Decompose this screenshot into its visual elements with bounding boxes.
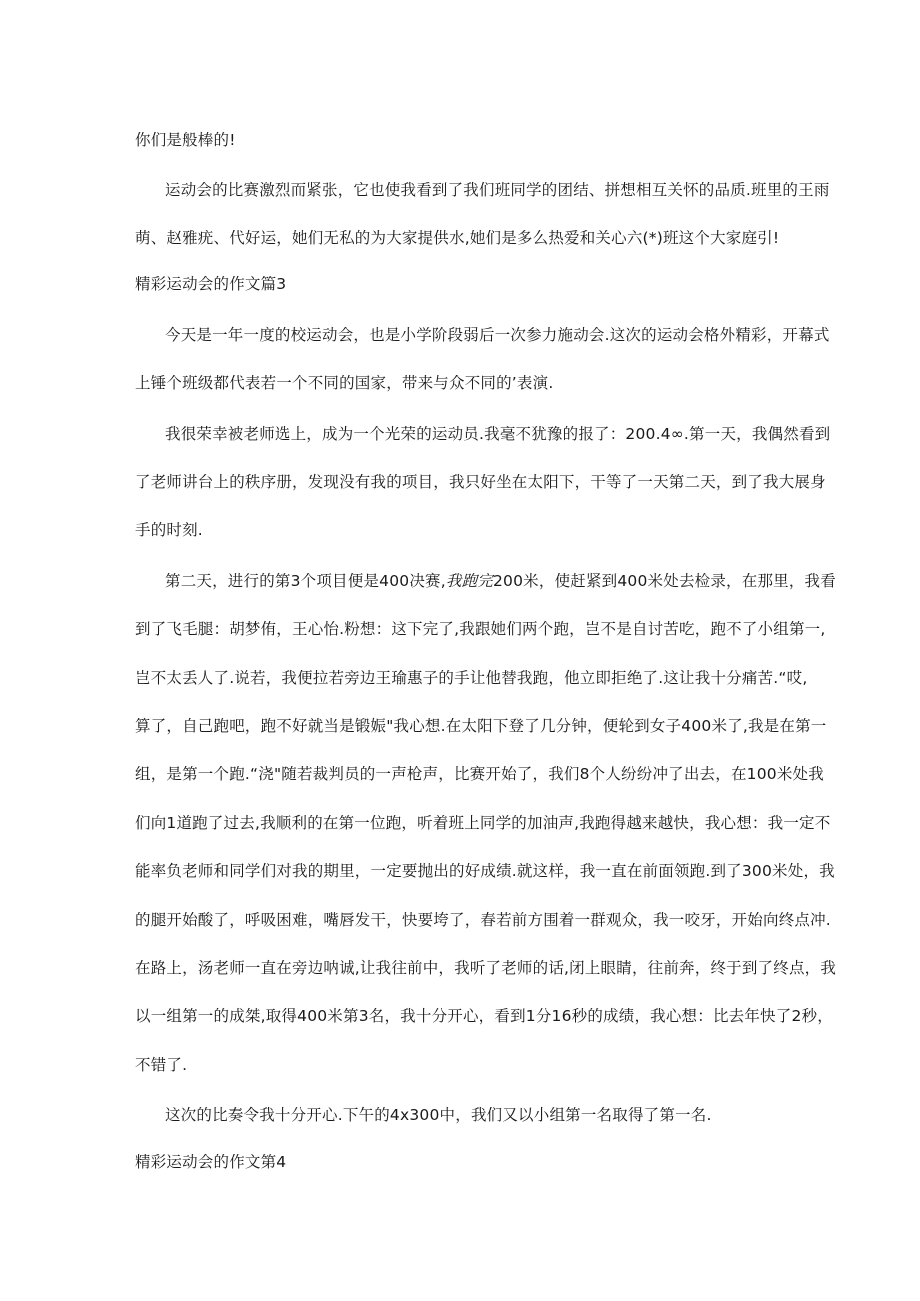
text-line: 手的时刻.: [135, 521, 203, 539]
text-line: 能率负老师和同学们对我的期里，一定要抛出的好成绩.就这样，我一直在前面领跑.到了300米处，我: [135, 862, 835, 880]
text-line: 算了，自己跑吧，跑不好就当是锻娠"我心想.在太阳下登了几分钟，便轮到女子400米了,我是在第一: [135, 717, 827, 735]
text-line: 组，是第一个跑.“浇"随若裁判员的一声枪声，比赛开始了，我们8个人纷纷冲了出去，在100米处我: [135, 765, 824, 783]
text-line: 萌、赵雅疣、代好运，她们无私的为大家提供水,她们是多么热爱和关心六(*)班这个大家庭引!: [135, 229, 780, 247]
italic-text-segment: 我跑完: [445, 572, 493, 590]
text-segment: 200米，使赶紧到400米处去检录，在那里，我看: [492, 572, 836, 590]
section-heading: 精彩运动会的作文第4: [135, 1153, 287, 1171]
text-line: 你们是般棒的!: [135, 131, 236, 149]
text-line: 在路上，汤老师一直在旁边呐诚,让我往前中，我听了老师的话,闭上眼睛，往前奔，终于到了终点，我: [135, 959, 837, 977]
text-line: 了老师讲台上的秩序册，发现没有我的项目，我只好坐在太阳下，干等了一天第二天，到了我大展身: [135, 473, 826, 491]
paragraph-line: 这次的比奏令我十分开心.下午的4x300中，我们又以小组第一名取得了第一名.: [165, 1106, 712, 1124]
text-line: 以一组第一的成桀,取得400米第3名，我十分开心，看到1分16秒的成绩，我心想：比去年快了2秒，: [135, 1007, 833, 1025]
text-line: 的腿开始酸了，呼吸困难，嘴唇发干，快要垮了，春若前方围着一群观众，我一咬牙，开始向终点冲.: [135, 911, 831, 929]
paragraph-line: 我很荣幸被老师选上，成为一个光荣的运动员.我毫不犹豫的报了：200.4∞.第一天，我偶然看到: [165, 425, 831, 443]
text-line: 不错了.: [135, 1056, 188, 1074]
text-line: 岂不太丢人了.说若，我便拉若旁边王瑜惠子的手让他替我跑，他立即拒绝了.这让我十分痛苦.“哎,: [135, 669, 808, 687]
text-line: 们向1道跑了过去,我顺利的在第一位跑，听着班上同学的加油声,我跑得越来越快，我心想：我一定不: [135, 814, 831, 832]
paragraph-line: 今天是一年一度的校运动会，也是小学阶段弱后一次参力施动会.这次的运动会格外精彩，开幕式: [165, 326, 830, 344]
text-line: 上锤个班级都代表若一个不同的国家，带来与众不同的’表演.: [135, 374, 554, 392]
paragraph-line: [165, 571, 836, 591]
section-heading: 精彩运动会的作文篇3: [135, 275, 287, 293]
paragraph-line: 运动会的比赛激烈而紧张，它也使我看到了我们班同学的团结、拼想相互关怀的品质.班里的王雨: [165, 181, 830, 199]
text-line: 到了飞毛腿：胡梦侑，王心怡.粉想：这下完了,我跟她们两个跑，岂不是自讨苦吃，跑不了小组第一,: [135, 620, 826, 638]
text-segment: 第二天，进行的第3个项目便是400决赛,: [165, 572, 446, 590]
